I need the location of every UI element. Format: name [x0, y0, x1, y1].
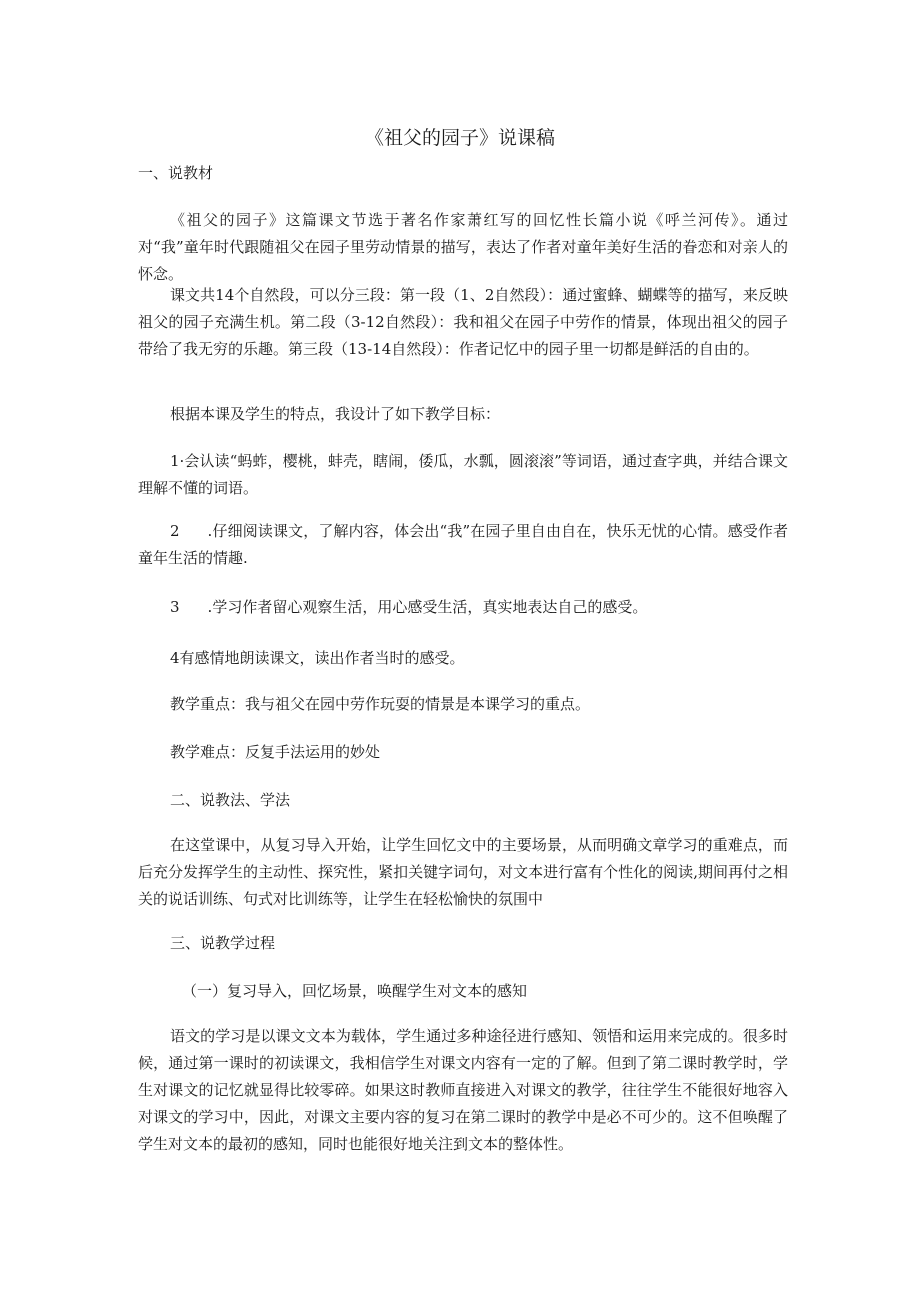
- paragraph-intro: 《祖父的园子》这篇课文节选于著名作家萧红写的回忆性长篇小说《呼兰河传》。通过对“我”童年时代跟随祖父在园子里劳动情景的描写，表达了作者对童年美好生活的眷恋和对亲人的怀念。: [138, 211, 788, 283]
- goal-2-number: 2: [170, 522, 180, 540]
- paragraph-structure: 课文共14个自然段，可以分三段：第一段（1、2自然段）：通过蜜蜂、蝴蝶等的描写，来反映祖父的园子充满生机。第二段（3-12自然段）：我和祖父在园子中劳作的情景，体现出祖父的园子带给了我无穷的乐趣。第三段（13-14自然段）：作者记忆中的园子里一切都是鲜活的自由的。: [138, 286, 788, 358]
- section-heading-methods: 二、说教法、学法: [170, 791, 291, 809]
- goal-2: [138, 518, 788, 572]
- section-heading-textbook: 一、说教材: [138, 164, 214, 182]
- paragraph-goals-intro: 根据本课及学生的特点，我设计了如下教学目标：: [170, 405, 501, 423]
- goal-1: 1·会认读“蚂蚱，樱桃，蚌壳，瞎闹，倭瓜，水瓢，圆滚滚”等词语，通过查字典，并结合课文理解不懂的词语。: [138, 452, 788, 497]
- subsection-review: （一）复习导入，回忆场景，唤醒学生对文本的感知: [182, 982, 528, 1000]
- paragraph-methods: 在这堂课中，从复习导入开始，让学生回忆文中的主要场景，从而明确文章学习的重难点，而后充分发挥学生的主动性、探究性，紧扣关键字词句，对文本进行富有个性化的阅读,期间再付之相关的说话训练、句式对比训练等，让学生在轻松愉快的氛围中: [138, 836, 788, 908]
- goal-2-text: .仔细阅读课文，了解内容，体会出“我”在园子里自由自在，快乐无忧的心情。感受作者童年生活的情趣.: [138, 522, 788, 567]
- paragraph-review: 语文的学习是以课文文本为载体，学生通过多种途径进行感知、领悟和运用来完成的。很多时候，通过第一课时的初读课文，我相信学生对课文内容有一定的了解。但到了第二课时教学时，学生对课文的记忆就显得比较零碎。如果这时教师直接进入对课文的教学，往往学生不能很好地容入对课文的学习中，因此，对课文主要内容的复习在第二课时的教学中是必不可少的。这不但唤醒了学生对文本的最初的感知，同时也能很好地关注到文本的整体性。: [138, 1027, 788, 1153]
- key-point: 教学重点：我与祖父在园中劳作玩耍的情景是本课学习的重点。: [170, 695, 591, 713]
- goal-4: 4有感情地朗读课文，读出作者当时的感受。: [170, 649, 465, 667]
- section-heading-process: 三、说教学过程: [170, 934, 276, 952]
- document-title: 《祖父的园子》说课稿: [364, 127, 555, 149]
- goal-3-number: 3: [170, 598, 180, 616]
- goal-3: [170, 597, 647, 617]
- goal-3-text: .学习作者留心观察生活，用心感受生活，真实地表达自己的感受。: [207, 598, 648, 616]
- difficulty-point: 教学难点：反复手法运用的妙处: [170, 743, 381, 761]
